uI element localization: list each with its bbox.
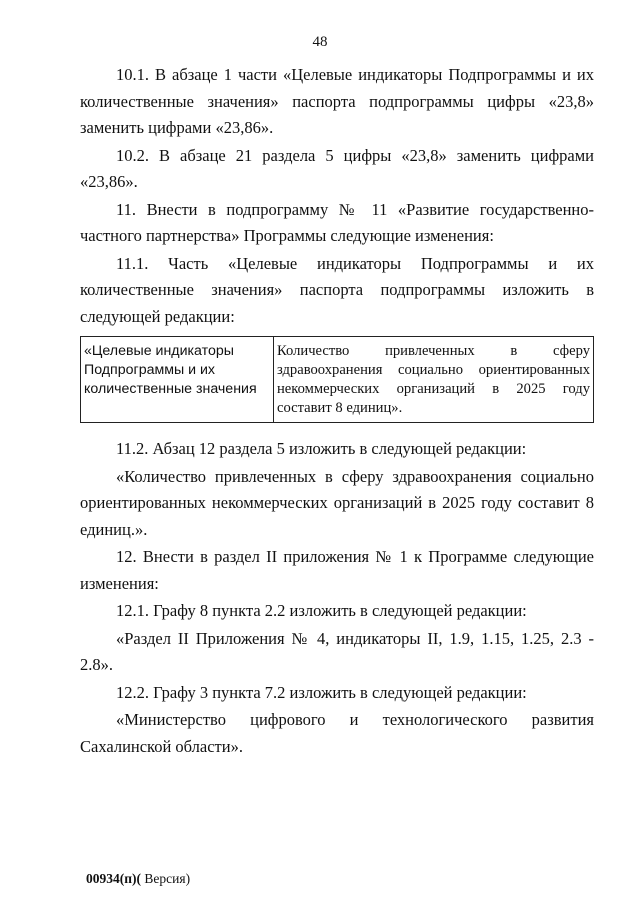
passport-table <box>80 336 594 423</box>
paragraph-12: 12. Внести в раздел II приложения № 1 к Программе следующие изменения: <box>80 547 594 593</box>
document-code: 00934(п)( <box>86 871 142 886</box>
table-cell-indicator-value: Количество привлеченных в сферу здравоохранения социально ориентированных некоммерческих организаций в 2025 году составит 8 единиц». <box>274 337 594 423</box>
page-number: 48 <box>312 34 328 50</box>
paragraph-12-1: 12.1. Графу 8 пункта 2.2 изложить в следующей редакции: <box>116 601 527 620</box>
table-cell-indicator-title: «Целевые индикаторы Подпрограммы и их количественные значения <box>81 337 274 423</box>
paragraph-11-1: 11.1. Часть «Целевые индикаторы Подпрограммы и их количественные значения» паспорта подпрограммы изложить в следующей редакции: <box>80 253 594 326</box>
paragraph-12-1-quote: «Раздел II Приложения № 4, индикаторы II, 1.9, 1.15, 1.25, 2.3 - 2.8». <box>80 628 594 674</box>
paragraph-12-2-quote: «Министерство цифрового и технологического развития Сахалинской области». <box>80 710 594 756</box>
document-version: Версия) <box>141 871 191 886</box>
document-body <box>80 62 594 760</box>
paragraph-10-1: 10.1. В абзаце 1 части «Целевые индикаторы Подпрограммы и их количественные значения» паспорта подпрограммы цифры «23,8» заменить цифрами «23,86». <box>80 65 594 137</box>
table-row <box>81 337 594 423</box>
paragraph-12-2: 12.2. Графу 3 пункта 7.2 изложить в следующей редакции: <box>116 682 527 702</box>
paragraph-10-2: 10.2. В абзаце 21 раздела 5 цифры «23,8» заменить цифрами «23,86». <box>80 145 594 191</box>
paragraph-11-2-quote: «Количество привлеченных в сферу здравоохранения социально ориентированных некоммерческих организаций в 2025 году составит 8 единиц.». <box>80 466 594 539</box>
paragraph-11-2: 11.2. Абзац 12 раздела 5 изложить в следующей редакции: <box>116 439 527 458</box>
paragraph-11: 11. Внести в подпрограмму № 11 «Развитие государственно-частного партнерства» Программы следующие изменения: <box>80 199 594 245</box>
document-footer <box>86 871 190 887</box>
